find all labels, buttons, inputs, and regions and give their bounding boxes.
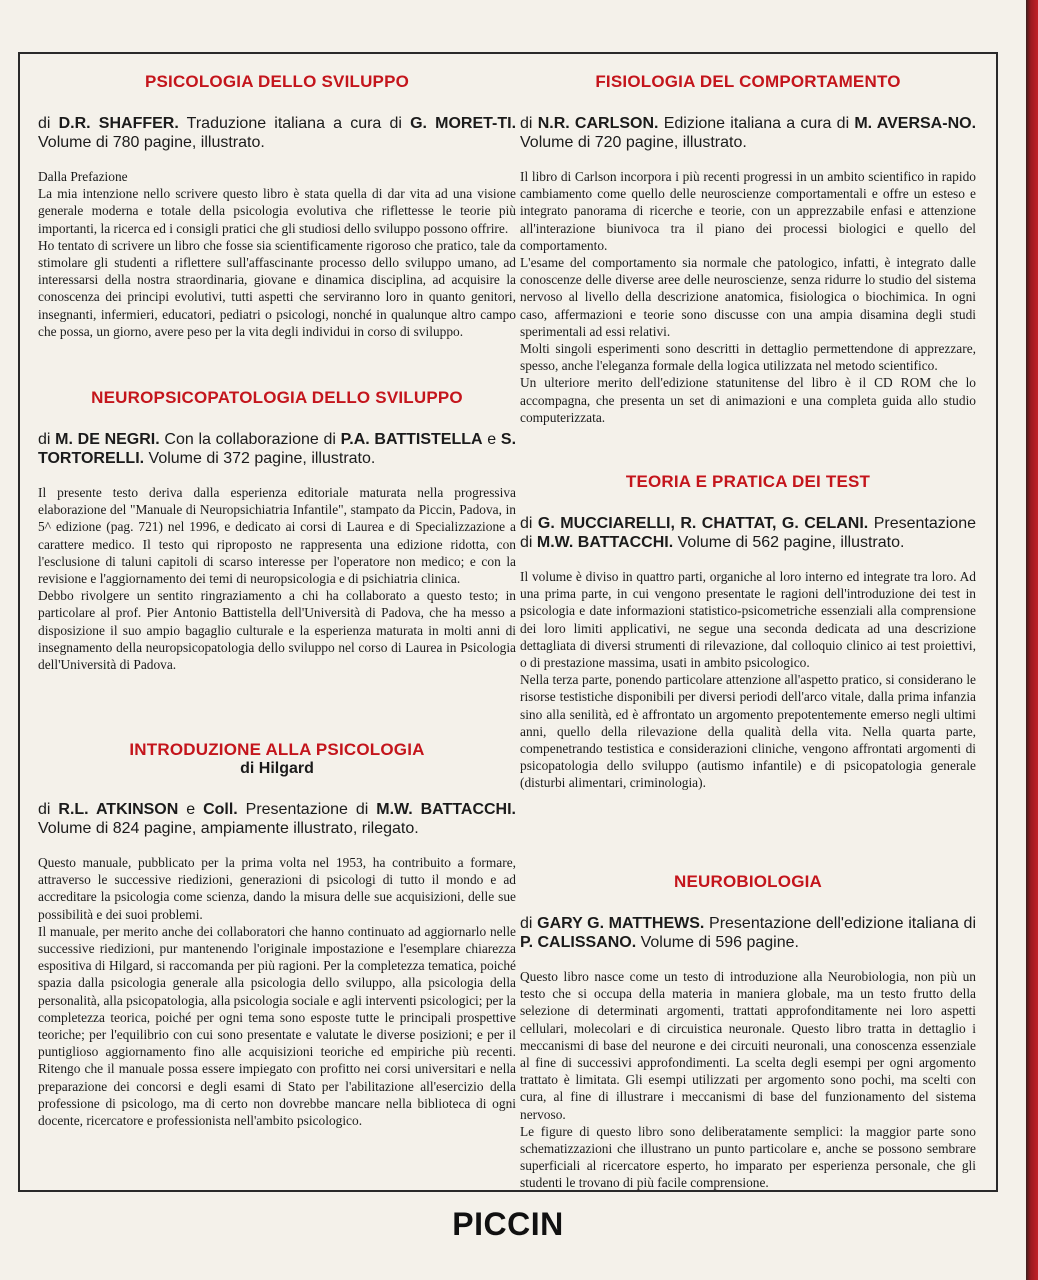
description-paragraph: Molti singoli esperimenti sono descritti in dettaglio permettendone di apprezzare, spesso, anche l'eleganza formale della logica utilizzata nel metodo scientifico.: [520, 341, 976, 374]
description-paragraph: Il volume è diviso in quattro parti, organiche al loro interno ed integrate tra loro. Ad una prima parte, in cui vengono presentate le ragioni dell'introduzione dei test in psicologia e date informazioni statistico-psicometriche essenziali alla comprensione dei loro limiti applicativi, ne segue una seconda dedicata ad una descrizione dettagliata di diversi strumenti di rilevazione, dal colloquio clinico ai test proiettivi, o di prestazione massima, usati in ambito psicologico.: [520, 569, 976, 671]
author-text: e: [482, 431, 501, 448]
author-name: D.R. SHAFFER.: [58, 115, 179, 132]
description-paragraph: Questo manuale, pubblicato per la prima volta nel 1953, ha contribuito a formare, attraverso le successive riedizioni, generazioni di psicologi di tutto il mondo e ad accreditare la psicologia come scienza, dando la misura delle sue acquisizioni, delle sue possibilità e dei suoi problemi.: [38, 855, 516, 922]
author-text: Traduzione italiana a cura di: [178, 115, 411, 132]
author-text: di: [38, 431, 56, 448]
author-text: Con la collaborazione di: [159, 431, 341, 448]
description-paragraph: Nella terza parte, ponendo particolare attenzione all'aspetto pratico, si considerano le risorse testistiche disponibili per diversi periodi dell'arco vitale, dalla prima infanzia sino alla senilità, ed è affrontato un argomento prepotentemente emerso negli ultimi anni, quello della rilevazione della qualità della vita. Nella quarta parte, compenetrando testistica e considerazioni cliniche, vengono affrontati argomenti di psicopatologia dello sviluppo (autismo infantile) e di psicopatologia generale (disturbi alimentari, criminologia).: [520, 672, 976, 791]
author-name: M.W. BATTACCHI.: [376, 801, 517, 818]
author-name: R.L. ATKINSON: [58, 801, 179, 818]
description-paragraph: Il presente testo deriva dalla esperienza editoriale maturata nella progressiva elaborazione del "Manuale di Neuropsichiatria Infantile", stampato da Piccin, Padova, in 5^ edizione (pag. 721) nel 1996, e dedicato ai corsi di Laurea e di Specializzazione a carattere medico. Il testo qui riproposto ne rappresenta una edizione ridotta, con l'esclusione di taluni capitoli di scarso interesse per l'operatore non medico; e con la revisione e l'aggiornamento dei temi di neuropsicologia e di psichiatria clinica.: [38, 485, 516, 587]
author-text: di: [38, 801, 59, 818]
author-name: G. MUCCIARELLI, R. CHATTAT, G. CELANI.: [537, 515, 869, 532]
book-description: [38, 484, 516, 673]
book-authors: [520, 914, 976, 952]
book-title: INTRODUZIONE ALLA PSICOLOGIA: [129, 740, 425, 759]
description-paragraph: Dalla Prefazione: [38, 169, 128, 184]
author-name: Coll.: [203, 801, 238, 818]
author-name: G. MORET-TI.: [410, 115, 517, 132]
book-title: FISIOLOGIA DEL COMPORTAMENTO: [595, 72, 901, 91]
book-subtitle: di Hilgard: [240, 760, 314, 777]
author-text: Volume di 562 pagine, illustrato.: [673, 534, 905, 551]
author-text: Presentazione di: [237, 801, 377, 818]
author-name: N.R. CARLSON.: [537, 115, 659, 132]
description-paragraph: Le figure di questo libro sono deliberatamente semplici: la maggior parte sono schematizzazioni che illustrano un punto particolare e, anche se possono sembrare superficiali al ricercatore esperto, ho imparato per esperienza personale, che gli studenti le trovano di più facile comprensione.: [520, 1123, 976, 1191]
description-paragraph: Il libro di Carlson incorpora i più recenti progressi in un ambito scientifico in rapido cambiamento come quello delle neuroscienze comportamentali e offre un esteso e integrato panorama di ricerche e teorie, con un apprezzabile enfasi e attenzione all'interazione biunivoca tra il piano dei processi biologici e quello del comportamento.: [520, 169, 976, 253]
description-paragraph: Debbo rivolgere un sentito ringraziamento a chi ha collaborato a questo testo; in particolare al prof. Pier Antonio Battistella dell'Università di Padova, che ha messo a disposizione il suo ampio bagaglio culturale e la esperienza maturata in molti anni di insegnamento della neuropsicopatologia dello sviluppo nel corso di Laurea in Psicologia dell'Università di Padova.: [38, 588, 516, 673]
book-description: [520, 168, 976, 426]
author-name: M.W. BATTACCHI.: [536, 534, 674, 551]
book-authors: [38, 114, 516, 152]
description-paragraph: Questo libro nasce come un testo di introduzione alla Neurobiologia, non più un testo che si occupa della materia in maniera globale, ma un testo frutto della selezione di determinati argomenti, trattati approfonditamente nei loro aspetti cellulari, molecolari e di circuistica neuronale. Questo libro tratta in dettaglio i meccanismi di base del neurone e dei circuiti neuronali, una conoscenza essenziale al fine di successivi approfondimenti. La scelta degli esempi per ogni argomento trattato è limitata. Gli esempi utilizzati per argomento sono pochi, ma scelti con cura, al fine di illustrare i meccanismi di base del funzionamento del sistema nervoso.: [520, 969, 976, 1122]
page-frame: [18, 52, 998, 1192]
author-text: Volume di 720 pagine, illustrato.: [520, 134, 747, 151]
author-text: Volume di 780 pagine, illustrato.: [38, 134, 265, 151]
author-name: M. AVERSA-NO.: [854, 115, 977, 132]
author-text: Presentazione dell'edizione italiana di: [704, 915, 977, 932]
book-title: PSICOLOGIA DELLO SVILUPPO: [144, 72, 410, 91]
author-text: Volume di 596 pagine.: [636, 934, 799, 951]
author-name: S. TORTORELLI.: [38, 431, 517, 467]
book-authors: [520, 114, 976, 152]
book-title: NEUROBIOLOGIA: [673, 872, 823, 891]
book-authors: [520, 514, 976, 552]
book-description: [38, 854, 516, 1129]
author-name: GARY G. MATTHEWS.: [537, 915, 705, 932]
author-text: di: [520, 115, 538, 132]
author-text: di: [38, 115, 59, 132]
description-paragraph: Il manuale, per merito anche dei collaboratori che hanno continuato ad aggiornarlo nelle successive riedizioni, pur mantenendo l'originale impostazione e l'esemplare chiarezza espositiva di Hilgard, si raccomanda per più ragioni. Per la completezza tematica, poiché spazia dalla psicologia generale alla psicologia dello sviluppo, alla psicologia della personalità, alla psicopatologia, alla psicologia sociale e agli interventi psicologici; per la completezza teorica, poiché per ogni tema sono esposte tutte le principali prospettive teoriche; per l'equilibrio con cui sono presentate e valutate le diverse posizioni; e per il puntiglioso aggiornamento fino alle acquisizioni teoriche ed empiriche più recenti. Ritengo che il manuale possa essere impiegato con profitto nei corsi universitari e nella preparazione dei concorsi e degli esami di Stato per l'abilitazione all'esercizio della professione di psicologo, ma di certo non dovrebbe mancare nella biblioteca di ogni docente, ricercatore e professionista nell'ambito psicologico.: [38, 923, 516, 1129]
publisher-logo: PICCIN: [452, 1206, 564, 1242]
description-paragraph: La mia intenzione nello scrivere questo libro è stata quella di dar vita ad una visione generale moderna e totale della psicologia evolutiva che riflettesse le teorie più importanti, la ricerca ed i consigli pratici che gli studiosi dello sviluppo possono offrire.: [38, 186, 516, 236]
book-introduzione-psicologia: [38, 740, 516, 1129]
author-text: e: [178, 801, 204, 818]
book-psicologia-sviluppo: [38, 72, 516, 340]
book-description: [38, 168, 516, 340]
description-paragraph: Un ulteriore merito dell'edizione statunitense del libro è il CD ROM che lo accompagna, che presenta un set di animazioni e una completa guida allo studio computerizzata.: [520, 375, 976, 425]
book-fisiologia-comportamento: [520, 72, 976, 426]
book-authors: [38, 800, 516, 838]
author-name: M. DE NEGRI.: [55, 431, 160, 448]
book-teoria-pratica-test: [520, 472, 976, 792]
author-name: P. CALISSANO.: [520, 934, 637, 951]
author-text: di: [520, 915, 538, 932]
book-neurobiologia: [520, 872, 976, 1192]
footer: [18, 1192, 998, 1252]
author-text: Edizione italiana a cura di: [658, 115, 855, 132]
book-description: [520, 568, 976, 792]
book-authors: [38, 430, 516, 468]
author-text: Presentazione di: [520, 515, 977, 551]
author-name: P.A. BATTISTELLA: [340, 431, 483, 448]
description-paragraph: L'esame del comportamento sia normale che patologico, infatti, è integrato dalle conoscenze delle diverse aree delle neuroscienze, senza ridurre lo studio del sistema nervoso al livello della descrizione anatomica, fisiologica o biochimica. In ogni caso, affermazioni e teorie sono discusse con una ampia disamina degli studi sperimentali ad essi relativi.: [520, 255, 976, 339]
cover-spine-edge: [1026, 0, 1038, 1280]
description-paragraph: Ho tentato di scrivere un libro che fosse sia scientificamente rigoroso che pratico, tale da stimolare gli studenti a riflettere sull'affascinante processo dello sviluppo umano, ad interessarsi della nostra straordinaria, giovane e dinamica disciplina, ad acquisire la conoscenza dei principi evolutivi, tutti aspetti che serviranno loro in quanto genitori, insegnanti, infermieri, educatori, pediatri o psicologi, nonché in qualunque altro campo che possa, un giorno, avere peso per la vita degli individui in corso di sviluppo.: [38, 237, 516, 339]
author-text: Volume di 824 pagine, ampiamente illustrato, rilegato.: [38, 820, 419, 837]
author-text: di: [520, 515, 538, 532]
book-neuropsicopatologia: [38, 388, 516, 673]
book-title: TEORIA E PRATICA DEI TEST: [625, 472, 871, 491]
author-text: Volume di 372 pagine, illustrato.: [144, 450, 376, 467]
book-title: NEUROPSICOPATOLOGIA DELLO SVILUPPO: [91, 388, 463, 407]
book-description: [520, 968, 976, 1192]
